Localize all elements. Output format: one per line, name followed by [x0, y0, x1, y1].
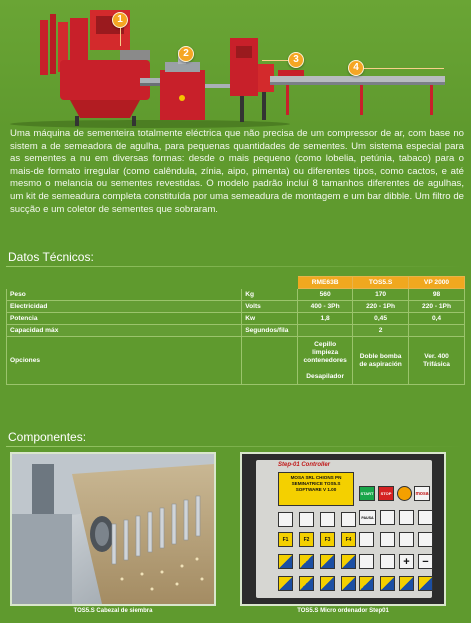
- panel-key[interactable]: [320, 576, 335, 591]
- spec-value: Ver. 400 Trifásica: [409, 337, 465, 385]
- spec-value: 220 - 1Ph: [409, 301, 465, 313]
- panel-key[interactable]: [341, 512, 356, 527]
- controller-faceplate: [256, 460, 432, 598]
- spec-unit: [242, 337, 298, 385]
- spec-value: 220 - 1Ph: [353, 301, 409, 313]
- spec-unit: Kw: [242, 313, 298, 325]
- spec-value: 0,45: [353, 313, 409, 325]
- mosa-logo: mosa: [414, 486, 430, 501]
- panel-key[interactable]: [359, 554, 374, 569]
- spec-value: 2: [353, 325, 409, 337]
- panel-key[interactable]: [418, 532, 433, 547]
- spec-value: 0,4: [409, 313, 465, 325]
- panel-key[interactable]: [299, 554, 314, 569]
- spec-value: Doble bomba de aspiración: [353, 337, 409, 385]
- panel-key[interactable]: [399, 532, 414, 547]
- controller-brand: Step-01 Controller: [278, 462, 331, 468]
- spec-unit: Kg: [242, 289, 298, 301]
- panel-key[interactable]: [359, 576, 374, 591]
- step-badge-3: 3: [288, 52, 304, 68]
- machine-illustration: [0, 0, 471, 128]
- model-header: VP 2000: [409, 277, 465, 289]
- spec-value: 560: [298, 289, 353, 301]
- product-description: Uma máquina de sementeira totalmente eléctrica que não precisa de um compressor de ar, com base no sistem a de semeadora de agulha, para pequenas quantidades de sementes. Um sistema especial para as sementes a nu em diversas formas: desde o mais pequeno (como lobelia, petúnia, tabaco) para o mais-de formato irregular (como calêndula, zínia, aipo, pimenta) ou diferentes tipos, como cactos, e até mesmo o melancia ou sementes revestidas. O modelo padrão incluí 8 tamanhos diferentes de agulhas, um kit de semeadura completa constituída por uma semeadura de montagem e um bar dibble. Um filtro de sucção e um coletor de sementes que sobraram.: [10, 128, 464, 215]
- panel-key[interactable]: [359, 532, 374, 547]
- step-badge-4: 4: [348, 60, 364, 76]
- panel-key[interactable]: [278, 512, 293, 527]
- f2-key[interactable]: F2: [299, 532, 314, 547]
- spec-unit: Volts: [242, 301, 298, 313]
- panel-key[interactable]: [380, 576, 395, 591]
- spec-row: [7, 325, 465, 337]
- model-header: RME63B: [298, 277, 353, 289]
- stop-button[interactable]: STOP: [378, 486, 394, 501]
- start-button[interactable]: START: [359, 486, 375, 501]
- panel-key[interactable]: [418, 510, 433, 525]
- step-line-3: [262, 60, 288, 61]
- spec-label: Peso: [7, 289, 242, 301]
- panel-key[interactable]: [278, 554, 293, 569]
- step-badge-2: 2: [178, 46, 194, 62]
- spec-row: [7, 313, 465, 325]
- f4-key[interactable]: F4: [341, 532, 356, 547]
- panel-key[interactable]: [380, 510, 395, 525]
- spec-row: [7, 289, 465, 301]
- spec-label: Electricidad: [7, 301, 242, 313]
- panel-key[interactable]: [380, 554, 395, 569]
- spec-value: 1,8: [298, 313, 353, 325]
- components-divider: [6, 446, 465, 447]
- seeding-line-image: [0, 0, 471, 128]
- specs-divider: [6, 266, 465, 267]
- spec-value: 98: [409, 289, 465, 301]
- panel-key[interactable]: [278, 576, 293, 591]
- panel-key[interactable]: [320, 554, 335, 569]
- spec-label: Capacidad máx: [7, 325, 242, 337]
- panel-key[interactable]: [399, 576, 414, 591]
- specs-title: Datos Técnicos:: [8, 250, 94, 264]
- spec-value: 170: [353, 289, 409, 301]
- spec-value: Cepillo limpieza contenedores Desapilador: [298, 337, 353, 385]
- f1-key[interactable]: F1: [278, 532, 293, 547]
- specs-header-row: [7, 277, 465, 289]
- plus-key-icon[interactable]: +: [399, 554, 414, 569]
- panel-key[interactable]: [341, 576, 356, 591]
- spec-value: 400 - 3Ph: [298, 301, 353, 313]
- spec-label: Opciones: [7, 337, 242, 385]
- seeding-head-photo: [10, 452, 216, 606]
- seeding-head-image: [12, 454, 214, 604]
- panel-key[interactable]: [418, 576, 433, 591]
- components-title: Componentes:: [8, 430, 87, 444]
- panel-key[interactable]: [341, 554, 356, 569]
- spec-row-options: [7, 337, 465, 385]
- step-badge-1: 1: [112, 12, 128, 28]
- controller-photo: [240, 452, 446, 606]
- pausa-button[interactable]: PAUSA: [359, 510, 376, 525]
- sun-icon: [397, 486, 412, 501]
- screen-line: SOFTWARE V 1.00: [295, 487, 337, 492]
- model-header: TOS5.S: [353, 277, 409, 289]
- minus-key-icon[interactable]: −: [418, 554, 433, 569]
- panel-key[interactable]: [399, 510, 414, 525]
- panel-key[interactable]: [380, 532, 395, 547]
- step-line-4: [364, 68, 444, 69]
- spec-row: [7, 301, 465, 313]
- seeding-head-caption: TOS5.S Cabezal de siembra: [73, 608, 153, 614]
- spec-unit: Segundos/fila: [242, 325, 298, 337]
- specs-table: [6, 276, 465, 385]
- spec-value: [298, 325, 353, 337]
- step-line-1: [120, 28, 121, 46]
- controller-caption: TOS5.S Micro ordenador Step01: [297, 608, 389, 614]
- spec-value: [409, 325, 465, 337]
- spec-label: Potencia: [7, 313, 242, 325]
- panel-key[interactable]: [299, 576, 314, 591]
- controller-screen: [278, 472, 354, 506]
- panel-key[interactable]: [320, 512, 335, 527]
- f3-key[interactable]: F3: [320, 532, 335, 547]
- screen-line: MOSA SRL CHIONS PN: [290, 475, 342, 480]
- panel-key[interactable]: [299, 512, 314, 527]
- screen-line: SEMINATRICE TOS5.S: [291, 481, 341, 486]
